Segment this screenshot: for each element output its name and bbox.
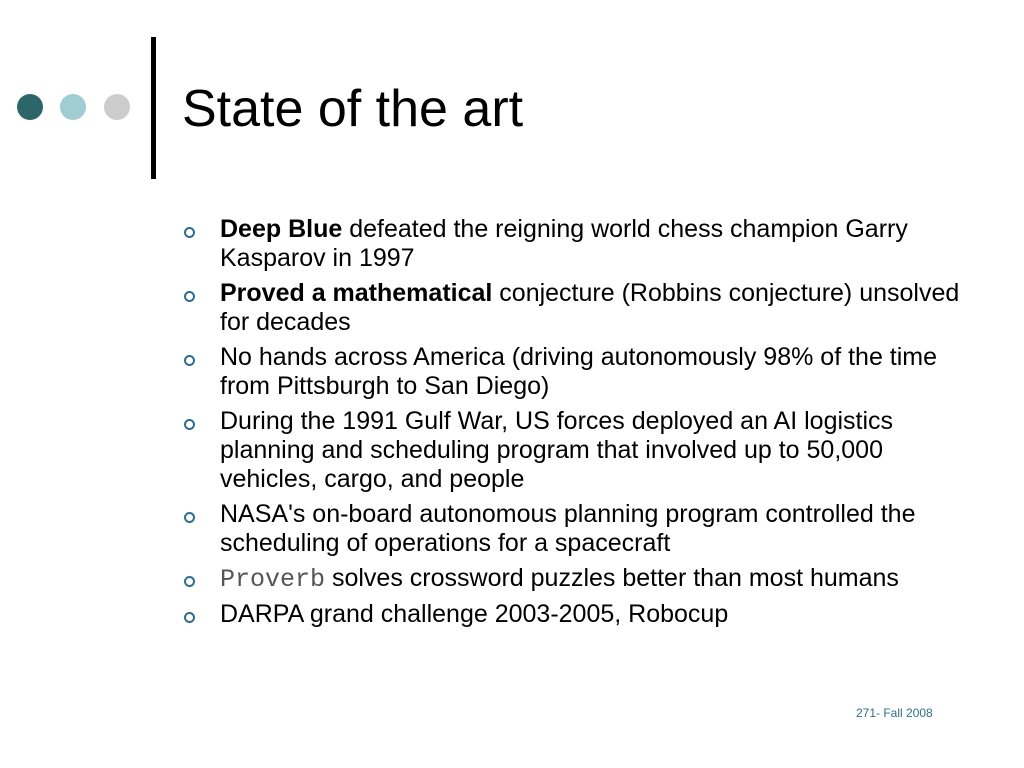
bullet-item-gulf-war [184, 407, 964, 494]
bullet-item-nasa [184, 500, 964, 558]
ring-bullet-icon [184, 576, 195, 587]
bullet-item-robbins [184, 279, 964, 337]
gray-dot [104, 94, 130, 120]
bullet-lead: Proved a mathematical [220, 279, 493, 307]
bullet-item-proverb [184, 564, 964, 594]
bullet-text: During the 1991 Gulf War, US forces deployed an AI logistics planning and scheduling program that involved up to 50,000 vehicles, cargo, and people [220, 407, 894, 493]
ring-bullet-icon [184, 291, 195, 302]
bullet-item-no-hands [184, 343, 964, 401]
slide-title: State of the art [182, 80, 524, 138]
ring-bullet-icon [184, 512, 195, 523]
bullet-text: No hands across America (driving autonomously 98% of the time from Pittsburgh to San Diego) [220, 343, 938, 400]
dark-teal-dot [17, 94, 43, 120]
bullet-item-deep-blue [184, 215, 964, 273]
ring-bullet-icon [184, 355, 195, 366]
bullet-lead: Deep Blue [220, 215, 343, 243]
ring-bullet-icon [184, 419, 195, 430]
bullet-text: solves crossword puzzles better than most humans [325, 564, 899, 592]
ring-bullet-icon [184, 227, 195, 238]
bullet-code: Proverb [220, 565, 326, 594]
bullet-text: DARPA grand challenge 2003-2005, Robocup [220, 600, 729, 628]
light-teal-dot [60, 94, 86, 120]
bullet-item-darpa [184, 600, 964, 629]
bullet-list [184, 215, 964, 635]
ring-bullet-icon [184, 612, 195, 623]
bullet-text: conjecture (Robbins conjecture) unsolved for decades [220, 279, 960, 336]
bullet-text: NASA's on-board autonomous planning program controlled the scheduling of operations for a spacecraft [220, 500, 916, 557]
bullet-text: defeated the reigning world chess champion Garry Kasparov in 1997 [220, 215, 908, 272]
slide-footer: 271- Fall 2008 [856, 706, 933, 720]
title-divider-bar [151, 37, 156, 179]
